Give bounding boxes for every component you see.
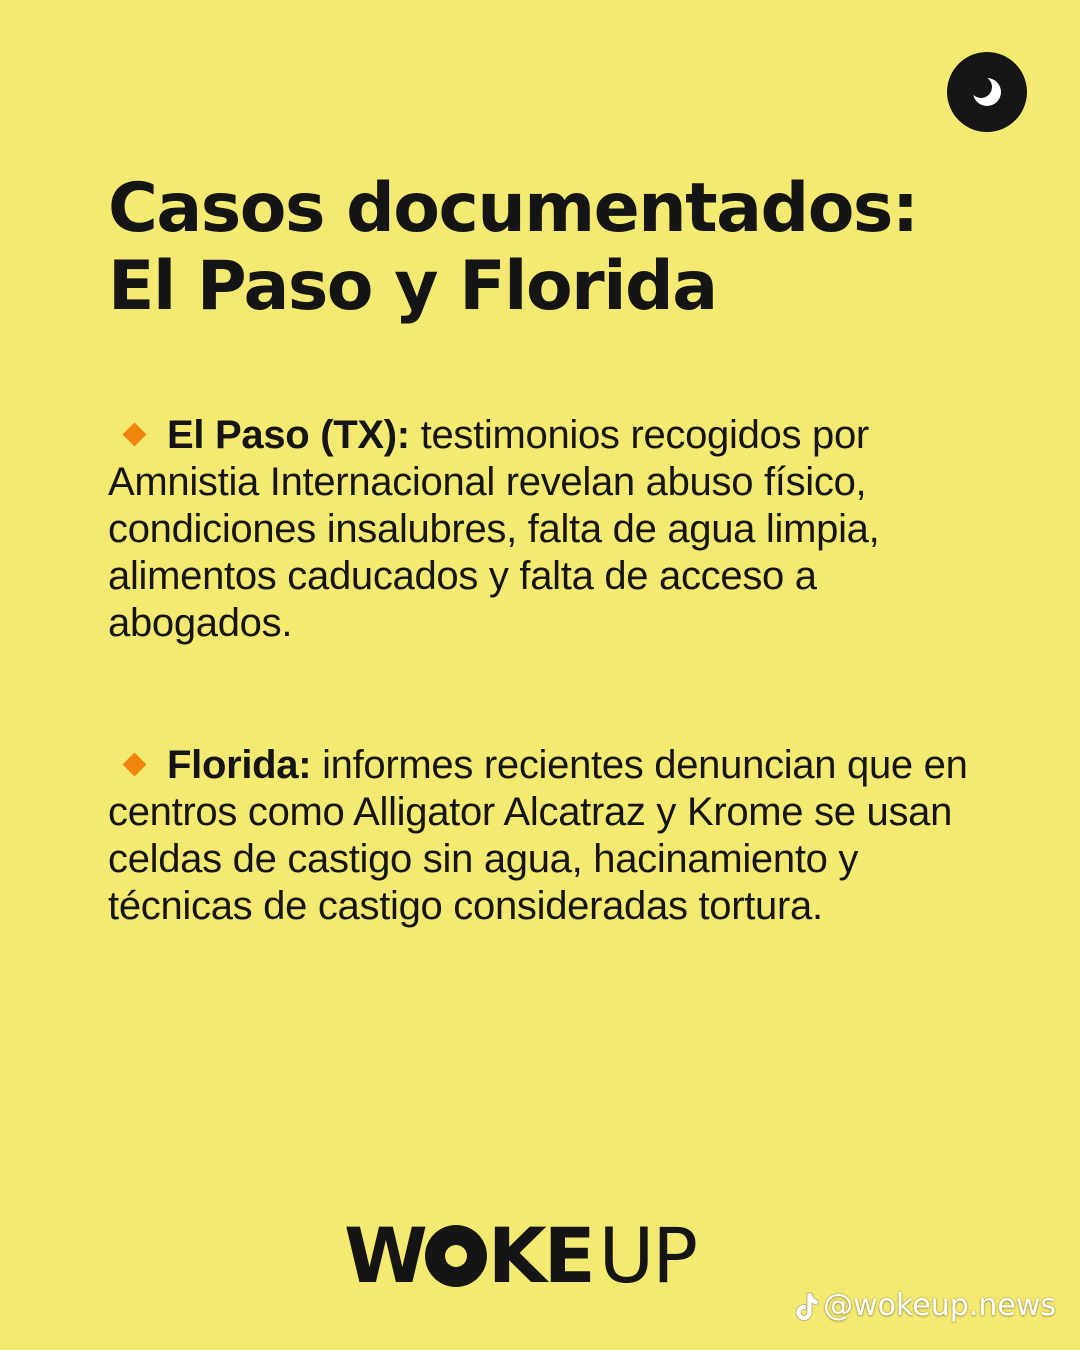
case-item-el-paso — [108, 412, 968, 647]
wokeup-logo — [344, 1211, 736, 1300]
case-item-florida — [108, 742, 968, 930]
case-text: informes recientes denuncian que en centros como Alligator Alcatraz y Krome se usan celdas de castigo sin agua, hacinamiento y técnicas de castigo consideradas tortura. — [108, 743, 968, 928]
moon-eye-icon — [947, 52, 1027, 132]
logo-letters-up: UP — [598, 1211, 697, 1300]
logo-letters-ke: KE — [487, 1211, 593, 1300]
title-line-1: Casos documentados: — [108, 169, 918, 248]
logo-letter-w: W — [344, 1211, 424, 1300]
logo-eye-icon — [425, 1225, 487, 1287]
case-term: El Paso (TX): — [167, 413, 410, 457]
diamond-bullet-icon — [122, 752, 146, 776]
tiktok-icon — [793, 1291, 819, 1321]
watermark — [793, 1288, 1056, 1323]
page-title — [108, 170, 1008, 326]
case-term: Florida: — [167, 743, 312, 787]
case-text: testimonios recogidos por Amnistia Internacional revelan abuso físico, condiciones insalubres, falta de agua limpia, alimentos caducados y falta de acceso a abogados. — [108, 413, 880, 645]
title-line-2: El Paso y Florida — [108, 247, 717, 326]
moon-eye-icon-graphic — [967, 72, 1007, 112]
diamond-bullet-icon — [122, 422, 146, 446]
watermark-handle: @wokeup.news — [823, 1288, 1056, 1323]
